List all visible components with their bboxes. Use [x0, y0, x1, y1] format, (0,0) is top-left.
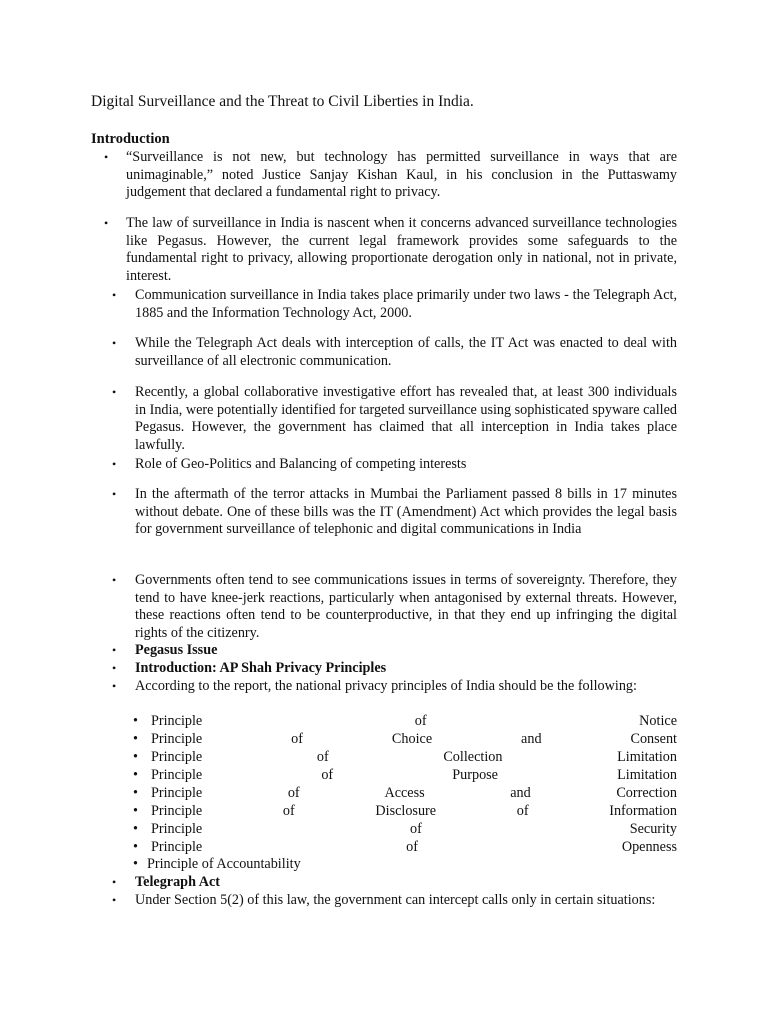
bullet-icon: • — [133, 767, 138, 783]
bullet-icon: • — [133, 731, 138, 747]
list-item-text: “Surveillance is not new, but technology has permitted surveillance in ways that are unimaginable,” noted Justice Sanjay Kishan Kaul, in his conclusion in the Puttaswamy judgement that declared a fundamental right to privacy. — [126, 149, 677, 201]
principle-item — [133, 730, 677, 748]
principle-text: Principle of Accountability — [147, 856, 301, 872]
principle-item — [133, 748, 677, 766]
bullet-icon: • — [112, 643, 117, 657]
principle-text: Principle of Purpose Limitation — [151, 767, 677, 783]
principle-item — [133, 784, 677, 802]
principle-item — [133, 820, 677, 838]
list-item-text: Role of Geo-Politics and Balancing of competing interests — [135, 456, 467, 472]
principle-text: Principle of Disclosure of Information — [151, 803, 677, 819]
list-item-telegraph-act — [112, 874, 677, 892]
list-item-text: Communication surveillance in India takes place primarily under two laws - the Telegraph Act, 1885 and the Information Technology Act, 2000. — [135, 287, 677, 321]
bullet-icon: • — [133, 839, 138, 855]
list-item-text: Telegraph Act — [135, 874, 220, 890]
list-item — [112, 335, 677, 370]
bullet-icon: • — [112, 487, 117, 501]
list-item-pegasus-issue — [112, 642, 677, 660]
list-item — [112, 384, 677, 454]
principle-item — [133, 838, 677, 856]
section-heading-introduction: Introduction — [91, 131, 170, 147]
list-item — [112, 892, 677, 910]
principle-text: Principle of Security — [151, 821, 677, 837]
list-item — [112, 486, 677, 539]
bullet-icon: • — [112, 661, 117, 675]
list-item-text: In the aftermath of the terror attacks in Mumbai the Parliament passed 8 bills in 17 minutes without debate. One of these bills was the IT (Amendment) Act which provides the legal basis for government surveillance of telephonic and digital communications in India — [135, 486, 677, 538]
bullet-icon: • — [112, 385, 117, 399]
list-item — [112, 572, 677, 642]
bullet-icon: • — [112, 875, 117, 889]
bullet-icon: • — [112, 679, 117, 693]
bullet-icon: • — [133, 785, 138, 801]
list-item — [104, 215, 677, 285]
bullet-icon: • — [133, 803, 138, 819]
principle-item — [133, 802, 677, 820]
list-item-text: According to the report, the national privacy principles of India should be the following: — [135, 678, 637, 694]
bullet-icon: • — [112, 336, 117, 350]
principle-item — [133, 855, 677, 873]
list-item — [104, 149, 677, 202]
list-item-text: Governments often tend to see communications issues in terms of sovereignty. Therefore, they tend to have knee-jerk reactions, particularly when antagonised by external threats. However, these reactions often tend to be counterproductive, in that they end up infringing the digital rights of the citizenry. — [135, 572, 677, 641]
list-item-text: While the Telegraph Act deals with interception of calls, the IT Act was enacted to deal with surveillance of all electronic communication. — [135, 335, 677, 369]
list-item-text: Recently, a global collaborative investigative effort has revealed that, at least 300 individuals in India, were potentially identified for targeted surveillance using sophisticated spyware called Pegasus. However, the government has claimed that all interception in India takes place lawfully. — [135, 384, 677, 453]
bullet-icon: • — [133, 856, 138, 872]
list-item — [112, 678, 677, 696]
list-item-text: Pegasus Issue — [135, 642, 218, 658]
principle-item — [133, 712, 677, 730]
list-item-text: Under Section 5(2) of this law, the government can intercept calls only in certain situations: — [135, 892, 656, 908]
bullet-icon: • — [112, 457, 117, 471]
bullet-icon: • — [112, 573, 117, 587]
principle-text: Principle of Collection Limitation — [151, 749, 677, 765]
list-item — [112, 456, 677, 474]
principle-text: Principle of Choice and Consent — [151, 731, 677, 747]
principle-item — [133, 766, 677, 784]
principle-text: Principle of Notice — [151, 713, 677, 729]
list-item-text: Introduction: AP Shah Privacy Principles — [135, 660, 387, 676]
bullet-icon: • — [133, 749, 138, 765]
bullet-icon: • — [112, 288, 117, 302]
list-item-text: The law of surveillance in India is nascent when it concerns advanced surveillance technologies like Pegasus. However, the current legal framework provides some safeguards to the fundamental right to privacy, allowing proportionate derogation only in national, not in private, interest. — [126, 215, 677, 284]
bullet-icon: • — [112, 893, 117, 907]
bullet-icon: • — [133, 713, 138, 729]
bullet-icon: • — [133, 821, 138, 837]
list-item-ap-shah-principles — [112, 660, 677, 678]
document-title: Digital Surveillance and the Threat to Civil Liberties in India. — [91, 93, 474, 110]
bullet-icon: • — [104, 150, 109, 164]
principle-text: Principle of Access and Correction — [151, 785, 677, 801]
list-item — [112, 287, 677, 322]
principle-text: Principle of Openness — [151, 839, 677, 855]
bullet-icon: • — [104, 216, 109, 230]
